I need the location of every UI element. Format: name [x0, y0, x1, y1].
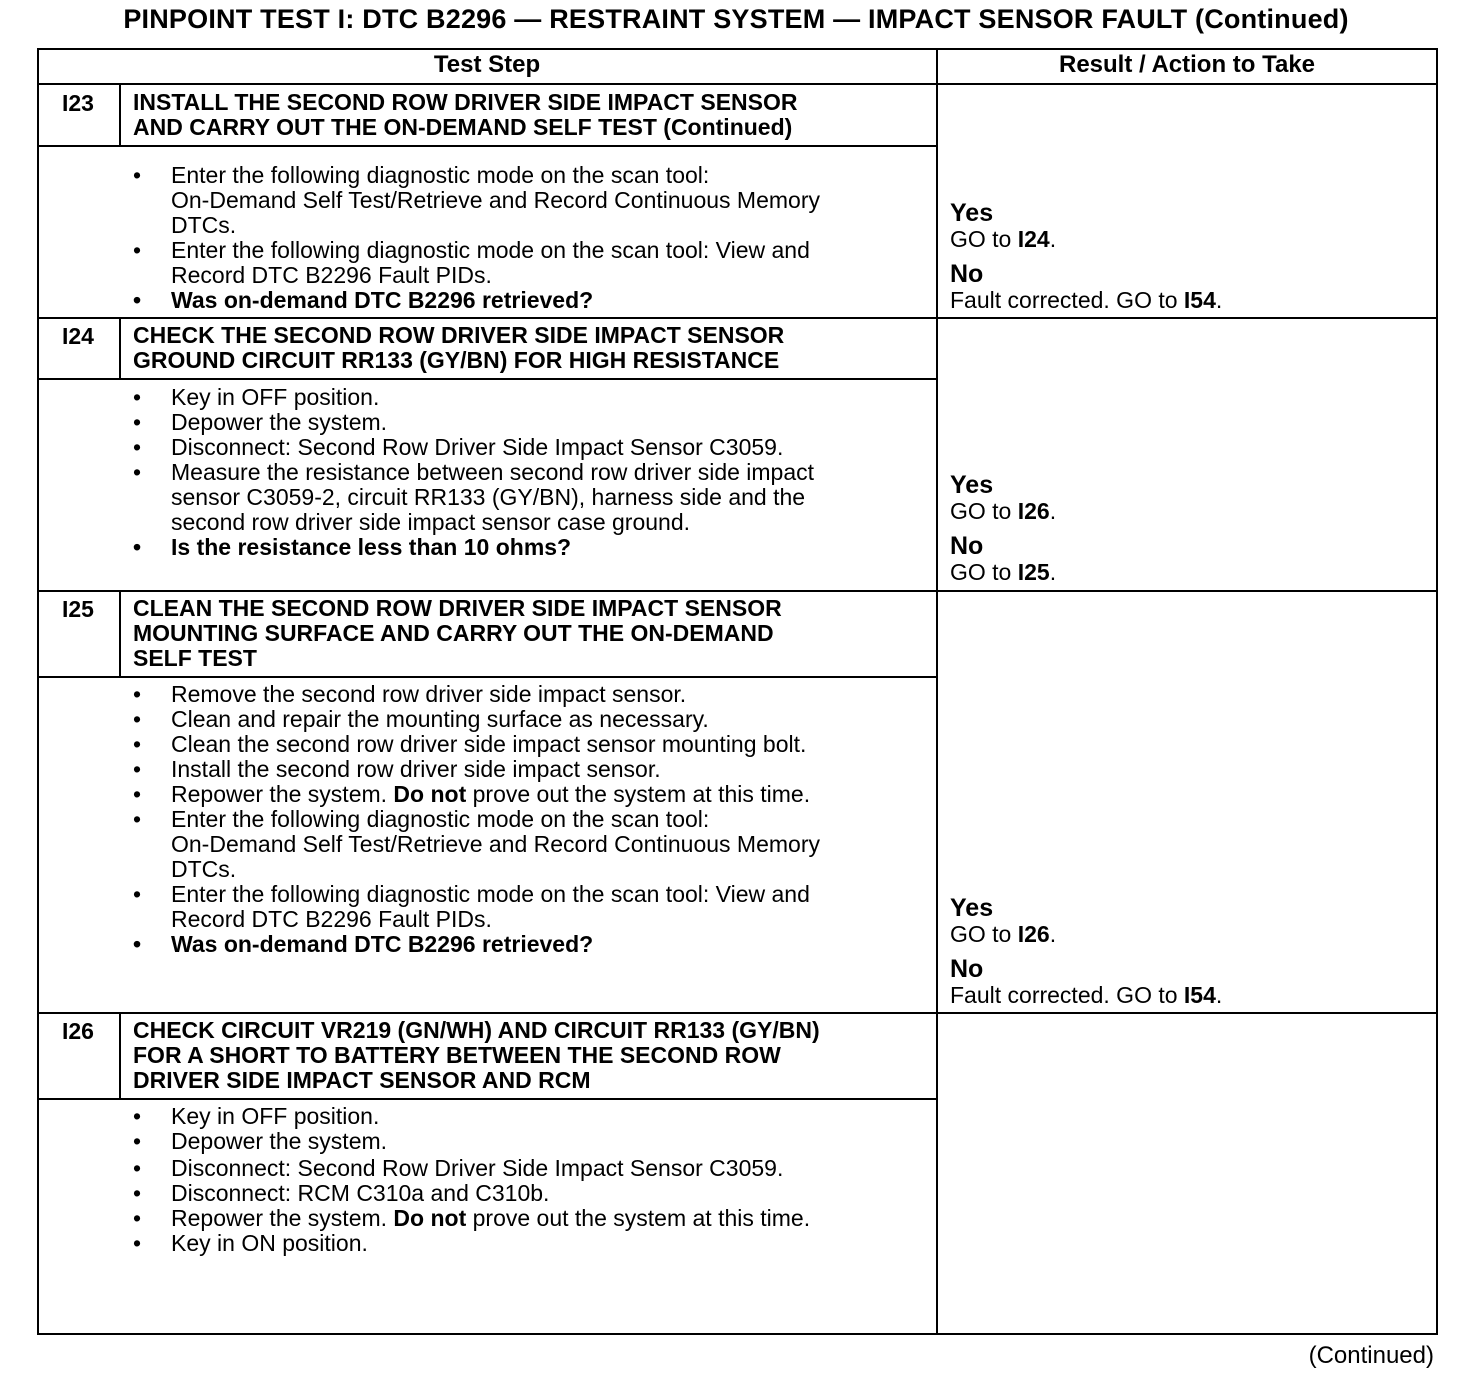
list-item: • Remove the second row driver side impact sensor. [133, 682, 820, 707]
step-title: CHECK CIRCUIT VR219 (GN/WH) AND CIRCUIT RR133 (GY/BN) FOR A SHORT TO BATTERY BETWEEN THE SECOND ROW DRIVER SIDE IMPACT SENSOR AND RCM [133, 1017, 820, 1093]
list-item: • Disconnect: RCM C310a and C310b. [133, 1181, 810, 1206]
list-item: • Enter the following diagnostic mode on the scan tool: View and Record DTC B2296 Fault PIDs. [133, 882, 820, 932]
step-number: I26 [62, 1018, 94, 1044]
no-action: Fault corrected. GO to I54. [950, 287, 1223, 313]
continued-footer: (Continued) [1308, 1342, 1434, 1369]
no-action: GO to I25. [950, 559, 1057, 585]
list-item: • Key in OFF position. [133, 385, 814, 410]
yes-label: Yes [950, 471, 994, 499]
list-item: • Disconnect: Second Row Driver Side Impact Sensor C3059. [133, 1156, 810, 1181]
no-action: Fault corrected. GO to I54. [950, 982, 1223, 1008]
list-item: • Clean and repair the mounting surface as necessary. [133, 707, 820, 732]
step-instructions [133, 385, 814, 560]
step-question: • Was on-demand DTC B2296 retrieved? [133, 932, 820, 957]
no-label: No [950, 955, 984, 983]
list-item: • Repower the system. Do not prove out the system at this time. [133, 782, 820, 807]
yes-label: Yes [950, 199, 994, 227]
step-instructions [133, 163, 820, 313]
column-header-test-step: Test Step [433, 51, 541, 78]
list-item: • Enter the following diagnostic mode on the scan tool: On-Demand Self Test/Retrieve and Record Continuous Memory DTCs. [133, 163, 820, 238]
list-item: • Measure the resistance between second row driver side impact sensor C3059-2, circuit RR133 (GY/BN), harness side and the second row driver side impact sensor case ground. [133, 460, 814, 535]
yes-action: GO to I26. [950, 921, 1057, 947]
step-title: INSTALL THE SECOND ROW DRIVER SIDE IMPACT SENSOR AND CARRY OUT THE ON-DEMAND SELF TEST (Continued) [133, 89, 798, 140]
page-title: PINPOINT TEST I: DTC B2296 — RESTRAINT SYSTEM — IMPACT SENSOR FAULT (Continued) [123, 4, 1349, 34]
step-number: I25 [62, 596, 94, 622]
list-item: • Depower the system. [133, 410, 814, 435]
step-number: I23 [62, 90, 94, 116]
step-title: CLEAN THE SECOND ROW DRIVER SIDE IMPACT SENSOR MOUNTING SURFACE AND CARRY OUT THE ON-DEMAND SELF TEST [133, 595, 782, 671]
yes-label: Yes [950, 894, 994, 922]
list-item: • Depower the system. [133, 1129, 810, 1154]
no-label: No [950, 532, 984, 560]
list-item: • Install the second row driver side impact sensor. [133, 757, 820, 782]
step-result [950, 199, 1222, 313]
column-header-result: Result / Action to Take [1058, 51, 1316, 78]
step-number: I24 [62, 323, 94, 349]
list-item: • Enter the following diagnostic mode on the scan tool: View and Record DTC B2296 Fault PIDs. [133, 238, 820, 288]
list-item: • Key in OFF position. [133, 1104, 810, 1129]
step-instructions [133, 682, 820, 957]
step-instructions [133, 1104, 810, 1256]
step-title: CHECK THE SECOND ROW DRIVER SIDE IMPACT SENSOR GROUND CIRCUIT RR133 (GY/BN) FOR HIGH RESISTANCE [133, 322, 785, 373]
list-item: • Key in ON position. [133, 1231, 810, 1256]
yes-action: GO to I24. [950, 226, 1057, 252]
list-item: • Repower the system. Do not prove out the system at this time. [133, 1206, 810, 1231]
step-question: • Was on-demand DTC B2296 retrieved? [133, 288, 820, 313]
list-item: • Disconnect: Second Row Driver Side Impact Sensor C3059. [133, 435, 814, 460]
step-question: • Is the resistance less than 10 ohms? [133, 535, 814, 560]
yes-action: GO to I26. [950, 498, 1057, 524]
list-item: • Enter the following diagnostic mode on the scan tool: On-Demand Self Test/Retrieve and Record Continuous Memory DTCs. [133, 807, 820, 882]
step-result [950, 894, 1222, 1008]
step-result [950, 471, 1056, 585]
list-item: • Clean the second row driver side impact sensor mounting bolt. [133, 732, 820, 757]
no-label: No [950, 260, 984, 288]
